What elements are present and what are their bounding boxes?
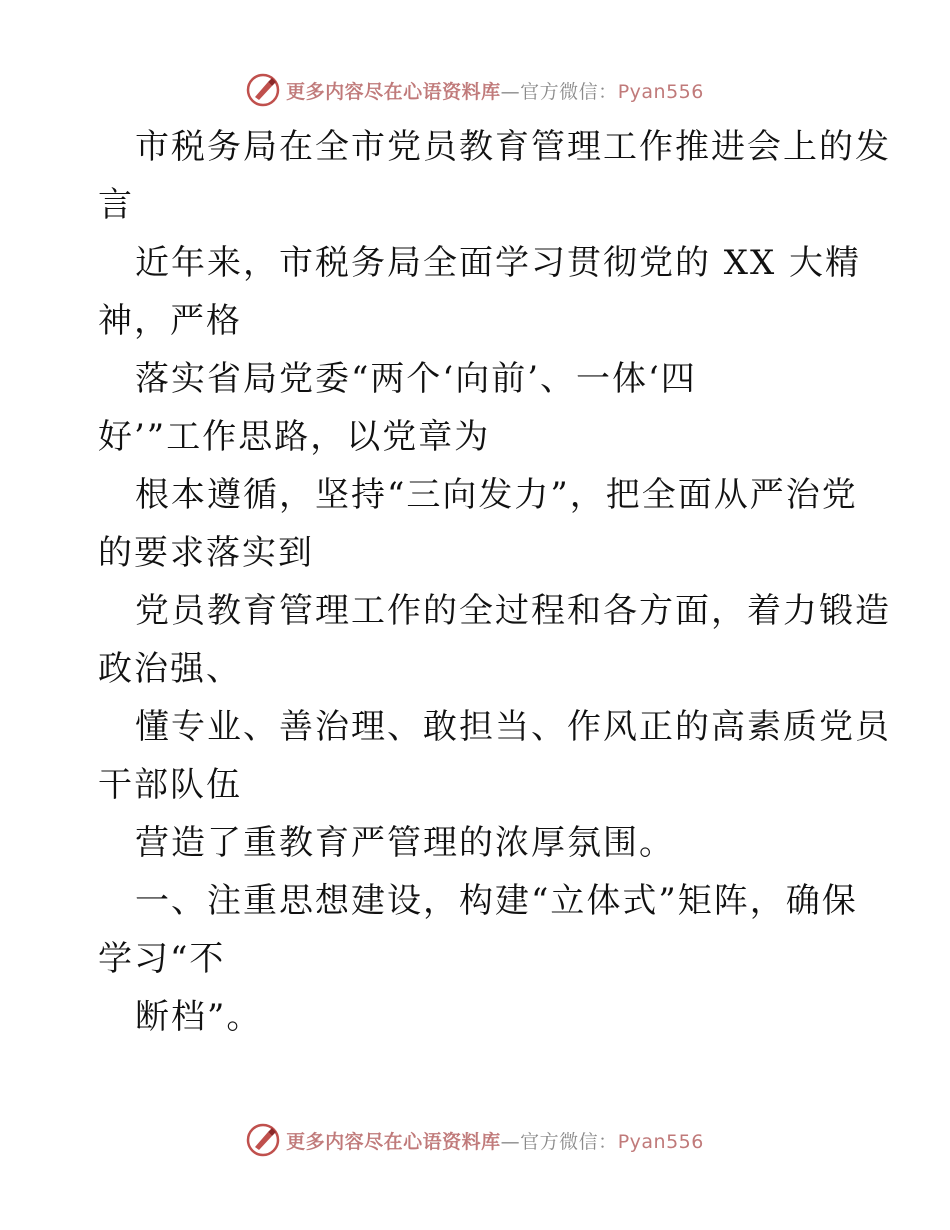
library-logo-icon: [246, 1123, 280, 1157]
section-heading-line: 学习“不: [98, 939, 226, 979]
section-heading-line: 断档”。: [135, 997, 263, 1037]
section-heading-line: 一、注重思想建设，构建“立体式”矩阵，确保: [135, 881, 858, 921]
banner-wechat-id: Pyan556: [617, 1130, 704, 1153]
header-watermark-banner: [0, 70, 950, 110]
banner-dash: —: [500, 1130, 521, 1153]
banner-wechat-id: Pyan556: [617, 80, 704, 103]
paragraph-line: 落实省局党委“两个‘向前’、一体‘四: [135, 359, 697, 399]
paragraph-line: 干部队伍: [98, 765, 242, 805]
paragraph-line: 好’”工作思路，以党章为: [98, 417, 491, 457]
paragraph-line: 营造了重教育严管理的浓厚氛围。: [135, 823, 675, 863]
paragraph-line: 根本遵循，坚持“三向发力”，把全面从严治党: [135, 475, 858, 515]
banner-text: [286, 1127, 704, 1154]
banner-wechat-label: 官方微信：: [520, 80, 618, 103]
banner-wechat-label: 官方微信：: [520, 1130, 618, 1153]
banner-text: [286, 77, 704, 104]
paragraph-line: 近年来，市税务局全面学习贯彻党的 XX 大精: [135, 243, 862, 283]
document-title-line: 言: [98, 185, 134, 225]
paragraph-line: 政治强、: [98, 649, 242, 689]
footer-watermark-banner: [0, 1120, 950, 1160]
banner-main-text: 更多内容尽在心语资料库: [286, 80, 501, 103]
banner-dash: —: [500, 80, 521, 103]
document-body: [98, 118, 891, 1046]
document-title-line: 市税务局在全市党员教育管理工作推进会上的发: [135, 127, 891, 167]
paragraph-line: 的要求落实到: [98, 533, 314, 573]
paragraph-line: 党员教育管理工作的全过程和各方面，着力锻造: [135, 591, 891, 631]
paragraph-line: 神，严格: [98, 301, 242, 341]
library-logo-icon: [246, 73, 280, 107]
banner-main-text: 更多内容尽在心语资料库: [286, 1130, 501, 1153]
paragraph-line: 懂专业、善治理、敢担当、作风正的高素质党员: [135, 707, 891, 747]
